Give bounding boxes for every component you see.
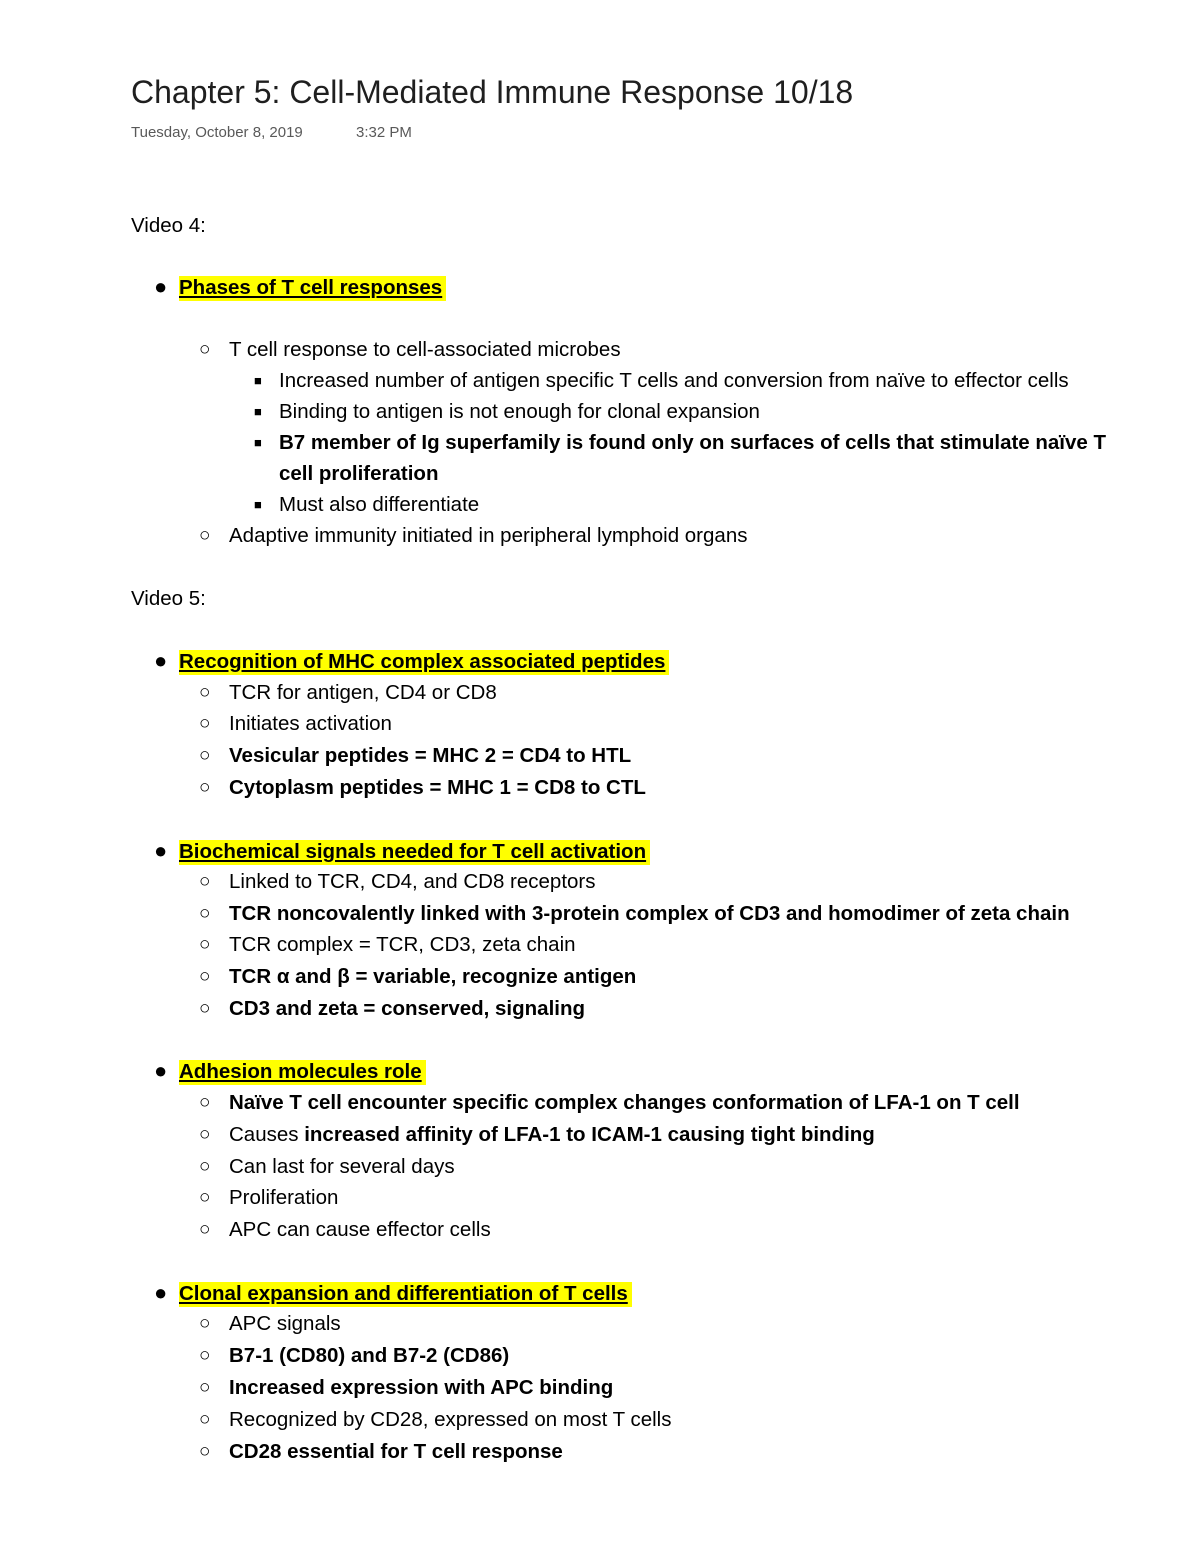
bullet-circle-icon: ○	[199, 682, 211, 703]
bullet-circle-icon: ○	[199, 1377, 211, 1398]
list-item: Cytoplasm peptides = MHC 1 = CD8 to CTL	[229, 776, 646, 799]
section-heading-video-4: Video 4:	[131, 214, 206, 237]
topic-highlight: Clonal expansion and differentiation of T cells	[179, 1282, 632, 1307]
topic-heading	[179, 275, 446, 301]
bullet-circle-icon: ○	[199, 339, 211, 360]
bullet-circle-icon: ○	[199, 1441, 211, 1462]
topic-highlight: Recognition of MHC complex associated peptides	[179, 650, 669, 675]
bullet-circle-icon: ○	[199, 1219, 211, 1240]
list-item: Increased expression with APC binding	[229, 1376, 614, 1399]
section-heading-video-5: Video 5:	[131, 587, 206, 610]
topic-heading	[179, 839, 650, 865]
bullet-circle-icon: ○	[199, 903, 211, 924]
topic-heading	[179, 1281, 632, 1307]
list-item: APC can cause effector cells	[229, 1218, 491, 1241]
list-item: Increased number of antigen specific T cells and conversion from naïve to effector cells	[279, 369, 1069, 392]
list-item: Can last for several days	[229, 1155, 455, 1178]
bullet-circle-icon: ○	[199, 1345, 211, 1366]
bullet-circle-icon: ○	[199, 1092, 211, 1113]
bullet-square-icon: ■	[254, 497, 262, 512]
bullet-circle-icon: ○	[199, 1124, 211, 1145]
bullet-circle-icon: ○	[199, 525, 211, 546]
list-item: TCR noncovalently linked with 3-protein complex of CD3 and homodimer of zeta chain	[229, 902, 1070, 925]
list-item: B7-1 (CD80) and B7-2 (CD86)	[229, 1344, 510, 1367]
list-item: TCR α and β = variable, recognize antigen	[229, 965, 637, 988]
bullet-disc-icon: ●	[154, 1280, 168, 1305]
list-item: Binding to antigen is not enough for clonal expansion	[279, 400, 760, 423]
bullet-square-icon: ■	[254, 373, 262, 388]
bullet-circle-icon: ○	[199, 745, 211, 766]
bullet-square-icon: ■	[254, 404, 262, 419]
bullet-circle-icon: ○	[199, 777, 211, 798]
bullet-circle-icon: ○	[199, 998, 211, 1019]
list-item-continuation: cell proliferation	[279, 462, 439, 485]
list-item	[229, 1122, 875, 1148]
bullet-circle-icon: ○	[199, 934, 211, 955]
bullet-disc-icon: ●	[154, 1058, 168, 1083]
bullet-circle-icon: ○	[199, 871, 211, 892]
bullet-circle-icon: ○	[199, 1313, 211, 1334]
bullet-circle-icon: ○	[199, 1187, 211, 1208]
list-item: APC signals	[229, 1312, 341, 1335]
list-item: TCR complex = TCR, CD3, zeta chain	[229, 933, 576, 956]
list-item: Recognized by CD28, expressed on most T cells	[229, 1408, 672, 1431]
topic-highlight: Biochemical signals needed for T cell activation	[179, 840, 650, 865]
topic-heading	[179, 1059, 426, 1085]
list-item: CD28 essential for T cell response	[229, 1440, 563, 1463]
topic-highlight: Adhesion molecules role	[179, 1060, 426, 1085]
list-item: Must also differentiate	[279, 493, 480, 516]
list-item: TCR for antigen, CD4 or CD8	[229, 681, 497, 704]
note-time: 3:32 PM	[356, 124, 412, 141]
list-item: B7 member of Ig superfamily is found only on surfaces of cells that stimulate naïve T	[279, 431, 1107, 454]
list-item: Adaptive immunity initiated in peripheral lymphoid organs	[229, 524, 748, 547]
list-item-lead: Causes	[229, 1123, 305, 1146]
bullet-square-icon: ■	[254, 435, 262, 450]
bullet-circle-icon: ○	[199, 713, 211, 734]
list-item: Initiates activation	[229, 712, 392, 735]
bullet-disc-icon: ●	[154, 648, 168, 673]
list-item: T cell response to cell-associated microbes	[229, 338, 621, 361]
note-date: Tuesday, October 8, 2019	[131, 124, 303, 141]
list-item-emphasis: increased affinity of LFA-1 to ICAM-1 causing tight binding	[304, 1123, 875, 1146]
list-item: Vesicular peptides = MHC 2 = CD4 to HTL	[229, 744, 632, 767]
bullet-circle-icon: ○	[199, 1156, 211, 1177]
bullet-circle-icon: ○	[199, 1409, 211, 1430]
list-item: Linked to TCR, CD4, and CD8 receptors	[229, 870, 596, 893]
bullet-disc-icon: ●	[154, 274, 168, 299]
bullet-circle-icon: ○	[199, 966, 211, 987]
bullet-disc-icon: ●	[154, 838, 168, 863]
topic-highlight: Phases of T cell responses	[179, 276, 446, 301]
topic-heading	[179, 649, 669, 675]
list-item: Proliferation	[229, 1186, 339, 1209]
list-item: CD3 and zeta = conserved, signaling	[229, 997, 586, 1020]
page-title: Chapter 5: Cell-Mediated Immune Response 10/18	[131, 74, 854, 110]
list-item: Naïve T cell encounter specific complex changes conformation of LFA-1 on T cell	[229, 1091, 1020, 1114]
